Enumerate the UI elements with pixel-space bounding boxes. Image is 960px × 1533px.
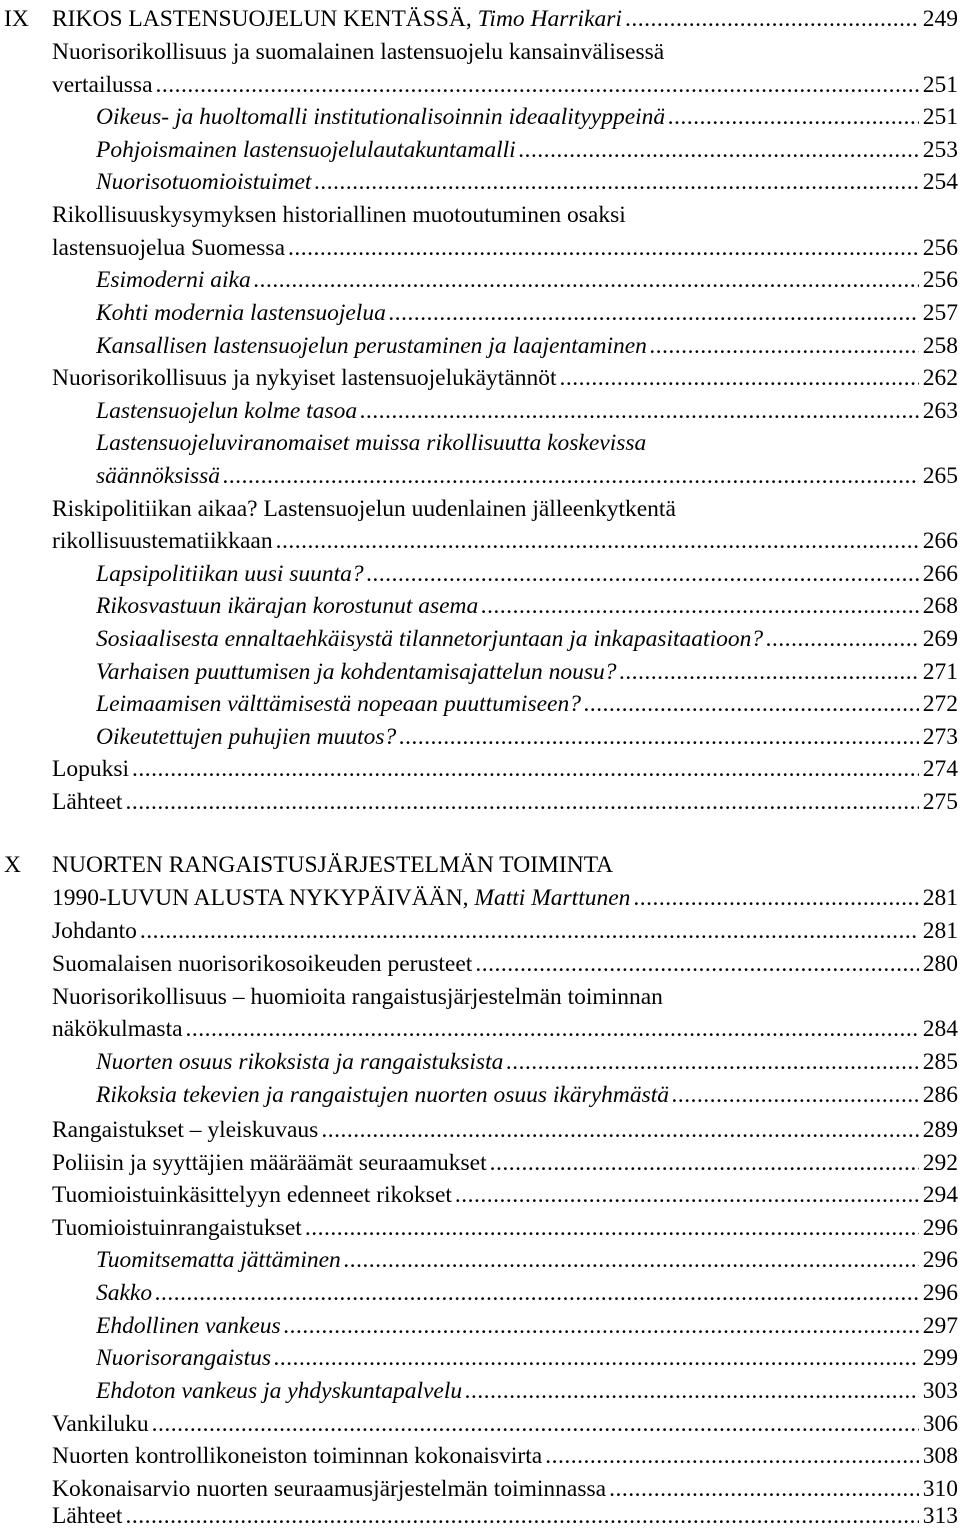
toc-entry[interactable] [96,688,958,721]
toc-entry[interactable] [96,656,958,689]
entry-title: Rikollisuuskysymyksen historiallinen muotoutuminen osaksi [52,202,626,228]
dot-leader [367,558,919,591]
entry-title: Sakko [96,1280,153,1306]
dot-leader [344,1244,919,1277]
entry-title: Kohti modernia lastensuojelua [96,300,386,326]
toc-entry[interactable] [52,915,958,948]
toc-entry[interactable] [96,1244,958,1277]
page-number: 262 [922,365,958,391]
toc-entry[interactable] [52,493,958,526]
entry-title-cont: lastensuojelua Suomessa [52,235,286,261]
page-number: 272 [922,691,958,717]
entry-title: Lastensuojeluviranomaiset muissa rikollisuutta koskevissa [96,430,647,456]
entry-title: Suomalaisen nuorisorikosoikeuden perusteet [52,951,473,977]
page-number: 294 [922,1182,958,1208]
toc-entry[interactable] [96,395,958,428]
toc-entry[interactable] [96,721,958,754]
dot-leader [274,1342,919,1375]
section-number: X [4,852,21,878]
toc-entry[interactable] [52,1212,958,1245]
entry-title: Nuorisorikollisuus ja nykyiset lastensuojelukäytännöt [52,365,557,391]
page-number: 256 [922,267,958,293]
toc-entry[interactable] [96,623,958,656]
toc-entry[interactable] [52,362,958,395]
toc-entry[interactable] [96,1375,958,1408]
entry-title: Nuorisorangaistus [96,1345,271,1371]
toc-entry-continuation[interactable] [52,69,958,102]
dot-leader [305,1212,919,1245]
section-number: IX [4,6,29,32]
dot-leader [125,786,918,819]
toc-entry[interactable] [96,590,958,623]
dot-leader [254,264,919,297]
section-title-cont: 1990-LUVUN ALUSTA NYKYPÄIVÄÄN, [52,885,469,911]
dot-leader [321,1114,918,1147]
dot-leader [455,1179,919,1212]
entry-title: Nuorisorikollisuus ja suomalainen lastensuojelu kansainvälisessä [52,39,665,65]
dot-leader [276,525,919,558]
dot-leader [140,915,919,948]
page-number: 310 [922,1476,958,1502]
page-number: 271 [922,659,958,685]
page-number: 266 [922,528,958,554]
page-number: 280 [922,951,958,977]
dot-leader [475,948,918,981]
entry-title: Pohjoismainen lastensuojelulautakuntamalli [96,137,516,163]
section-title: RIKOS LASTENSUOJELUN KENTÄSSÄ, [52,6,472,32]
entry-title: Ehdoton vankeus ja yhdyskuntapalvelu [96,1378,463,1404]
toc-entry[interactable] [96,166,958,199]
dot-leader [668,101,919,134]
page-number: 313 [922,1503,958,1529]
toc-entry[interactable] [52,786,958,819]
dot-leader [156,69,919,102]
page-number: 258 [922,333,958,359]
dot-leader [633,882,918,915]
section-title: NUORTEN RANGAISTUSJÄRJESTELMÄN TOIMINTA [52,852,614,878]
page-number: 275 [922,789,958,815]
dot-leader [223,460,919,493]
section-x-heading-continuation[interactable] [52,882,958,915]
toc-entry[interactable] [96,1342,958,1375]
page-number: 296 [922,1215,958,1241]
toc-entry[interactable] [52,753,958,786]
page-number: 297 [922,1313,958,1339]
entry-title: Tuomioistuinkäsittelyyn edenneet rikokset [52,1182,452,1208]
entry-title-cont: näkökulmasta [52,1016,183,1042]
page-number: 303 [922,1378,958,1404]
page-number: 296 [922,1280,958,1306]
toc-entry[interactable] [96,1310,958,1343]
dot-leader [465,1375,919,1408]
section-author: Timo Harrikari [477,6,622,32]
page-number: 274 [922,756,958,782]
dot-leader [490,1147,919,1180]
page-number: 306 [922,1411,958,1437]
entry-title: Nuorten osuus rikoksista ja rangaistuksista [96,1049,504,1075]
page-number: 266 [922,561,958,587]
page-number: 257 [922,300,958,326]
toc-entry[interactable] [52,1114,958,1147]
entry-title: Ehdollinen vankeus [96,1313,281,1339]
entry-title: Kokonaisarvio nuorten seuraamusjärjestelmän toiminnassa [52,1476,607,1502]
toc-entry-continuation[interactable] [96,460,958,493]
toc-entry[interactable] [96,330,958,363]
page-number: 268 [922,593,958,619]
dot-leader [155,1277,919,1310]
page-number: 251 [922,104,958,130]
toc-entry[interactable] [52,1440,958,1473]
entry-title: Varhaisen puuttumisen ja kohdentamisajattelun nousu? [96,659,617,685]
entry-title: Leimaamisen välttämisestä nopeaan puuttumiseen? [96,691,581,717]
entry-title: Rikosvastuun ikärajan korostunut asema [96,593,479,619]
page-number: 299 [922,1345,958,1371]
entry-title: Vankiluku [52,1411,149,1437]
toc-entry[interactable] [96,101,958,134]
dot-leader [619,656,918,689]
entry-title: Oikeus- ja huoltomalli institutionalisoinnin ideaalityyppeinä [96,104,666,130]
toc-entry[interactable] [96,134,958,167]
page-number: 289 [922,1117,958,1143]
toc-entry[interactable] [52,36,958,69]
dot-leader [132,753,919,786]
entry-title: Nuorisotuomioistuimet [96,169,312,195]
toc-entry[interactable] [52,199,958,232]
page-number: 249 [922,6,958,32]
entry-title: Nuorisorikollisuus – huomioita rangaistusjärjestelmän toiminnan [52,984,663,1010]
dot-leader [284,1310,919,1343]
page-number: 254 [922,169,958,195]
page-number: 251 [922,72,958,98]
dot-leader [650,330,919,363]
toc-entry[interactable] [96,264,958,297]
dot-leader [560,362,919,395]
entry-title: Lähteet [52,789,123,815]
toc-entry[interactable] [52,948,958,981]
page-number: 281 [922,918,958,944]
toc-entry[interactable] [96,558,958,591]
dot-leader [625,3,919,36]
entry-title: Johdanto [52,918,137,944]
dot-leader [152,1408,919,1441]
dot-leader [545,1440,919,1473]
page-number: 253 [922,137,958,163]
entry-title: Tuomitsematta jättäminen [96,1247,341,1273]
entry-title: Tuomioistuinrangaistukset [52,1215,302,1241]
page-number: 308 [922,1443,958,1469]
toc-entry-continuation[interactable] [52,1013,958,1046]
entry-title-cont: rikollisuustematiikkaan [52,528,273,554]
entry-title: Rikoksia tekevien ja rangaistujen nuorten osuus ikäryhmästä [96,1082,670,1108]
toc-entry-continuation[interactable] [52,525,958,558]
dot-leader [389,297,919,330]
dot-leader [481,590,918,623]
page-number: 286 [922,1082,958,1108]
page-number: 256 [922,235,958,261]
section-author: Matti Marttunen [474,885,631,911]
toc-entry-continuation[interactable] [52,232,958,265]
toc-entry[interactable] [96,1277,958,1310]
dot-leader [766,623,919,656]
toc-entry[interactable] [96,1046,958,1079]
dot-leader [584,688,919,721]
page-number: 285 [922,1049,958,1075]
entry-title: Lähteet [52,1503,123,1529]
page-number: 263 [922,398,958,424]
page-number: 296 [922,1247,958,1273]
entry-title: Esimoderni aika [96,267,251,293]
dot-leader [314,166,918,199]
entry-title: Lastensuojelun kolme tasoa [96,398,358,424]
page-number: 269 [922,626,958,652]
entry-title: Nuorten kontrollikoneiston toiminnan kokonaisvirta [52,1443,543,1469]
entry-title: Rangaistukset – yleiskuvaus [52,1117,319,1143]
entry-title: Poliisin ja syyttäjien määräämät seuraamukset [52,1150,487,1176]
dot-leader [506,1046,918,1079]
toc-entry[interactable] [96,427,958,460]
dot-leader [672,1079,919,1112]
dot-leader [288,232,919,265]
toc-entry[interactable] [52,1179,958,1212]
dot-leader [519,134,919,167]
page-number: 292 [922,1150,958,1176]
toc-entry[interactable] [52,1147,958,1180]
dot-leader [186,1013,919,1046]
page-number: 284 [922,1016,958,1042]
section-x-heading[interactable] [2,849,958,882]
toc-entry[interactable] [52,1500,958,1533]
page-number: 273 [922,724,958,750]
toc-entry[interactable] [52,981,958,1014]
entry-title: Lapsipolitiikan uusi suunta? [96,561,364,587]
entry-title-cont: säännöksissä [96,463,221,489]
toc-entry[interactable] [96,1079,958,1112]
entry-title: Oikeutettujen puhujien muutos? [96,724,397,750]
section-ix-heading[interactable] [2,3,958,36]
dot-leader [360,395,919,428]
toc-entry[interactable] [52,1408,958,1441]
entry-title: Riskipolitiikan aikaa? Lastensuojelun uudenlainen jälleenkytkentä [52,496,676,522]
entry-title-cont: vertailussa [52,72,153,98]
dot-leader [125,1500,918,1533]
entry-title: Kansallisen lastensuojelun perustaminen ja laajentaminen [96,333,647,359]
toc-entry[interactable] [96,297,958,330]
page-number: 265 [922,463,958,489]
entry-title: Sosiaalisesta ennaltaehkäisystä tilannetorjuntaan ja inkapasitaatioon? [96,626,764,652]
entry-title: Lopuksi [52,756,130,782]
page-number: 281 [922,885,958,911]
dot-leader [399,721,919,754]
